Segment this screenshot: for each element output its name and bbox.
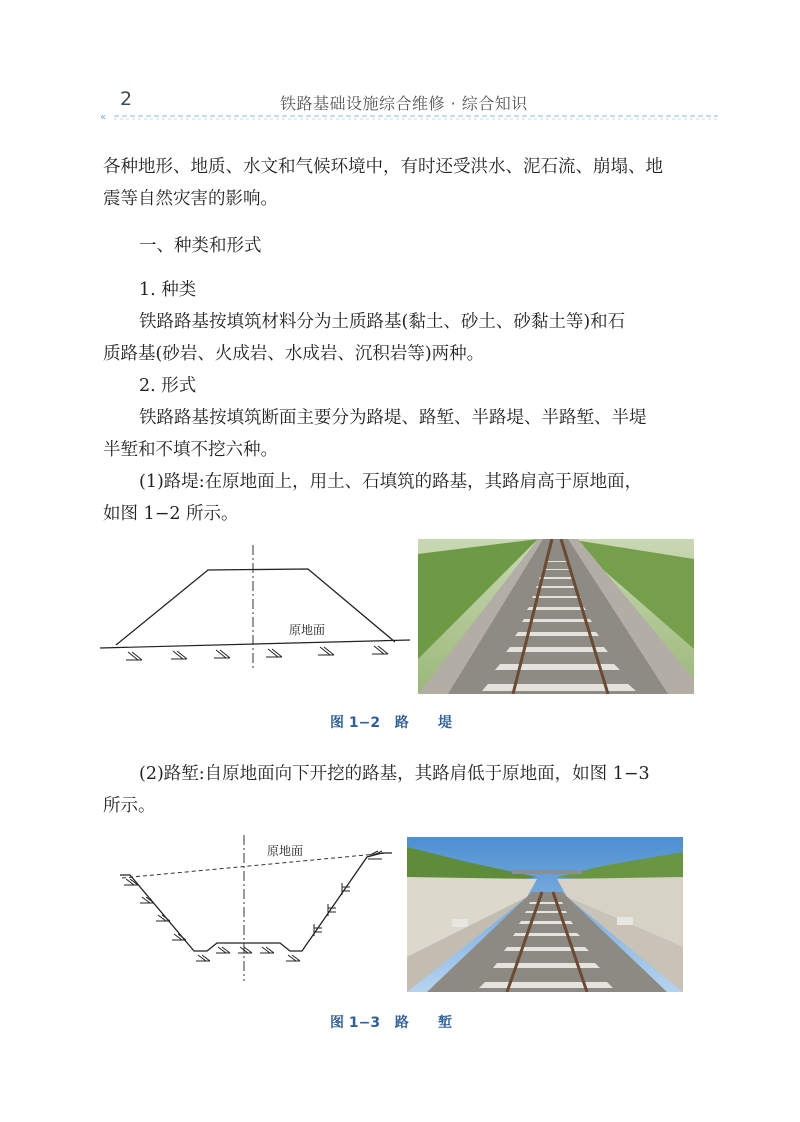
cutting-cross-section-diagram [112, 833, 397, 983]
page-number: 2 [120, 88, 133, 110]
forms-text-line-2: 半堑和不填不挖六种。 [103, 440, 278, 460]
running-header-title: 铁路基础设施综合维修 · 综合知识 [280, 94, 528, 113]
section-heading: 一、种类和形式 [139, 236, 262, 256]
ground-label: 原地面 [289, 623, 326, 637]
cutting-text-line-1: (2)路堑:自原地面向下开挖的路基，其路肩低于原地面，如图 1−3 [139, 764, 650, 784]
types-text-line-2: 质路基(砂岩、火成岩、水成岩、沉积岩等)两种。 [103, 344, 485, 364]
intro-line-1: 各种地形、地质、水文和气候环境中，有时还受洪水、泥石流、崩塌、地 [103, 157, 663, 177]
forms-text-line-1: 铁路路基按填筑断面主要分为路堤、路堑、半路堤、半路堑、半堤 [139, 408, 647, 428]
types-text-line-1: 铁路路基按填筑材料分为土质路基(黏土、砂土、砂黏土等)和石 [139, 312, 626, 332]
ground-label: 原地面 [267, 844, 304, 858]
cutting-text-line-2: 所示。 [103, 796, 156, 816]
cutting-railway-photo [407, 837, 683, 992]
svg-text:«: « [100, 112, 107, 122]
figure-caption-embankment: 图 1−2 路 堤 [330, 715, 452, 731]
subsection-heading-forms: 2. 形式 [139, 376, 197, 396]
embankment-railway-photo [418, 539, 694, 694]
embankment-text-line-1: (1)路堤:在原地面上，用土、石填筑的路基，其路肩高于原地面， [139, 472, 643, 492]
header-divider [100, 112, 718, 122]
subsection-heading-types: 1. 种类 [139, 280, 197, 300]
embankment-text-line-2: 如图 1−2 所示。 [103, 504, 239, 524]
intro-line-2: 震等自然灾害的影响。 [103, 189, 278, 209]
figure-caption-cutting: 图 1−3 路 堑 [330, 1015, 452, 1031]
embankment-cross-section-diagram [98, 540, 413, 670]
